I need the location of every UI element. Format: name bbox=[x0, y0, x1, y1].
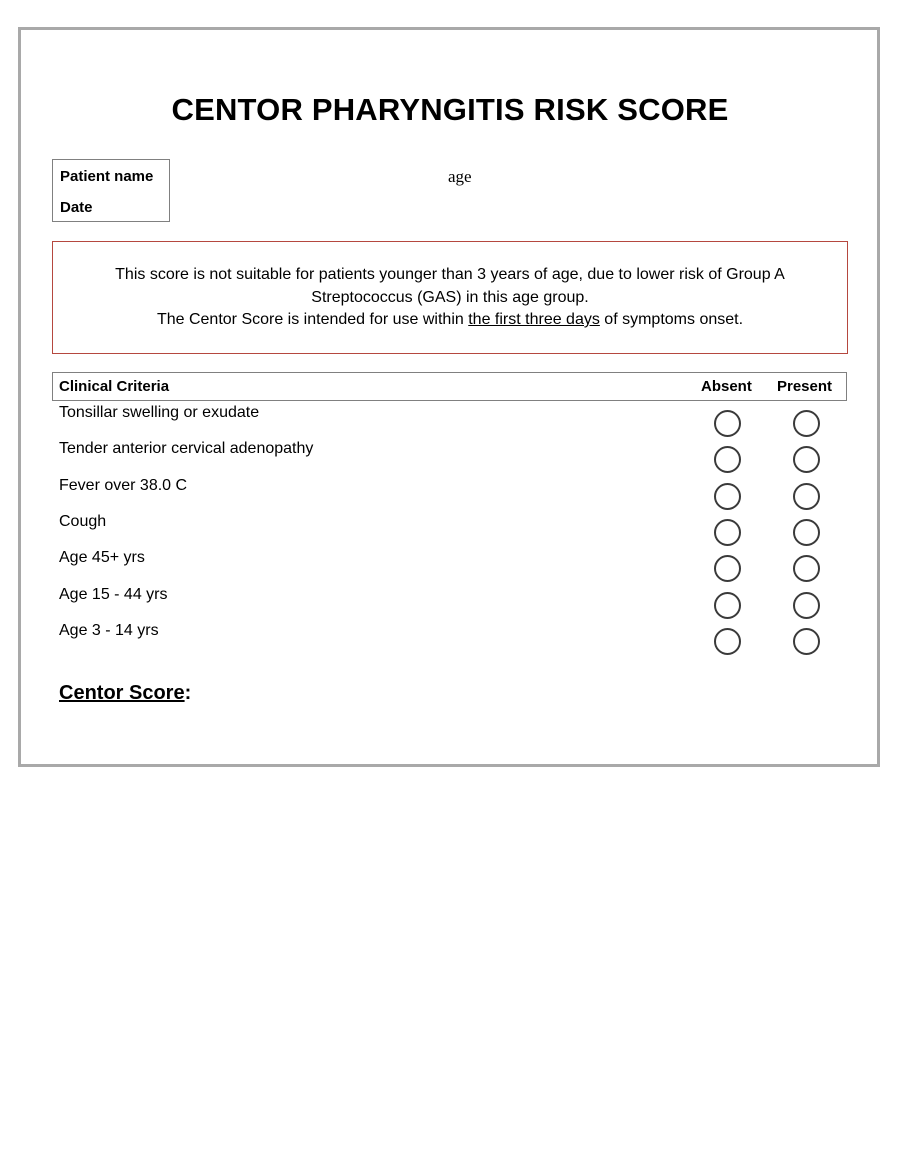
present-radio[interactable] bbox=[793, 628, 820, 655]
criteria-row-age-45 bbox=[52, 549, 847, 585]
date-label: Date bbox=[60, 199, 93, 216]
absent-radio[interactable] bbox=[714, 519, 741, 546]
absent-radio[interactable] bbox=[714, 483, 741, 510]
criteria-label: Fever over 38.0 C bbox=[59, 477, 188, 494]
criteria-row-age-3-14 bbox=[52, 622, 847, 658]
present-radio[interactable] bbox=[793, 592, 820, 619]
absent-radio[interactable] bbox=[714, 592, 741, 619]
age-label: age bbox=[448, 167, 472, 186]
absent-radio[interactable] bbox=[714, 555, 741, 582]
criteria-label: Tender anterior cervical adenopathy bbox=[59, 440, 314, 457]
criteria-row-cough bbox=[52, 513, 847, 549]
present-radio[interactable] bbox=[793, 446, 820, 473]
patient-name-label: Patient name bbox=[60, 168, 154, 185]
centor-score-colon: : bbox=[184, 682, 192, 704]
criteria-label: Age 15 - 44 yrs bbox=[59, 586, 168, 603]
notice-line-2-end: of symptoms onset. bbox=[599, 311, 744, 328]
criteria-row-tonsillar bbox=[52, 404, 847, 440]
criteria-label: Age 3 - 14 yrs bbox=[59, 622, 159, 639]
notice-line-1: This score is not suitable for patients younger than 3 years of age, due to lower risk of Group A Streptococcus (GAS) in this age group. bbox=[115, 266, 785, 306]
notice-underlined-text: the first three days bbox=[468, 311, 600, 328]
criteria-label: Tonsillar swelling or exudate bbox=[59, 404, 260, 421]
criteria-row-adenopathy bbox=[52, 440, 847, 476]
header-present: Present bbox=[777, 378, 833, 395]
absent-radio[interactable] bbox=[714, 446, 741, 473]
absent-radio[interactable] bbox=[714, 628, 741, 655]
absent-radio[interactable] bbox=[714, 410, 741, 437]
present-radio[interactable] bbox=[793, 519, 820, 546]
patient-info-box bbox=[52, 159, 170, 222]
notice-line-2-start: The Centor Score is intended for use within bbox=[156, 311, 469, 328]
present-radio[interactable] bbox=[793, 410, 820, 437]
criteria-label: Age 45+ yrs bbox=[59, 549, 145, 566]
present-radio[interactable] bbox=[793, 483, 820, 510]
header-criteria: Clinical Criteria bbox=[59, 378, 170, 395]
criteria-row-age-15-44 bbox=[52, 586, 847, 622]
page-title: CENTOR PHARYNGITIS RISK SCORE bbox=[171, 92, 729, 127]
notice-box bbox=[52, 241, 848, 354]
header-absent: Absent bbox=[701, 378, 752, 395]
criteria-table-header bbox=[52, 372, 847, 401]
notice-line-2 bbox=[53, 309, 847, 332]
criteria-row-fever bbox=[52, 477, 847, 513]
centor-score-label bbox=[59, 682, 191, 705]
present-radio[interactable] bbox=[793, 555, 820, 582]
criteria-label: Cough bbox=[59, 513, 107, 530]
centor-score-text: Centor Score bbox=[59, 682, 185, 704]
